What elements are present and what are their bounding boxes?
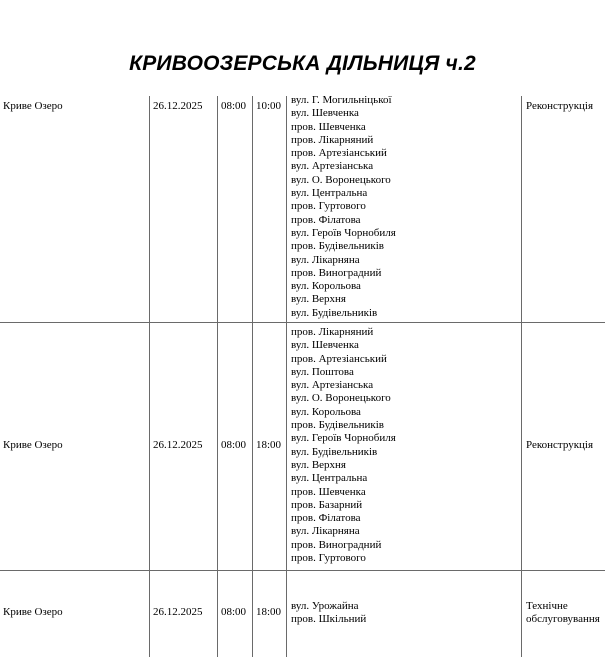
settlement-cell: Криве Озеро (3, 100, 63, 112)
street-list (291, 326, 396, 565)
street-item: пров. Шкільний (291, 613, 367, 626)
street-item: вул. Будівельників (291, 306, 378, 319)
column-divider (521, 96, 522, 657)
date-cell: 26.12.2025 (153, 606, 203, 618)
street-item: вул. Корольова (291, 405, 361, 418)
street-item: вул. Будівельників (291, 445, 378, 458)
column-divider (252, 96, 253, 657)
street-list (291, 600, 366, 627)
street-item: вул. Шевченка (291, 339, 359, 352)
row-divider (0, 322, 605, 323)
column-divider (286, 96, 287, 657)
street-item: вул. О. Воронецького (291, 392, 391, 405)
street-item: вул. Центральна (291, 472, 368, 485)
end-time-cell: 18:00 (256, 606, 282, 618)
end-time-cell: 18:00 (256, 439, 282, 451)
start-time-cell: 08:00 (221, 439, 247, 451)
street-item: вул. Героїв Чорнобиля (291, 432, 396, 445)
street-item: пров. Базарний (291, 498, 363, 511)
street-item: пров. Лікарняний (291, 133, 374, 146)
street-item: пров. Шевченка (291, 120, 366, 133)
street-item: вул. Артезіанська (291, 379, 374, 392)
street-item: вул. О. Воронецького (291, 173, 391, 186)
street-item: пров. Будівельників (291, 419, 384, 432)
street-item: пров. Гуртового (291, 200, 366, 213)
street-item: пров. Лікарняний (291, 326, 374, 338)
street-item: вул. Шевченка (291, 107, 359, 120)
street-item: вул. Центральна (291, 187, 368, 200)
street-item: пров. Артезіанський (291, 352, 387, 365)
settlement-cell: Криве Озеро (3, 439, 63, 451)
street-item: вул. Г. Могильніцької (291, 94, 392, 106)
start-time-cell: 08:00 (221, 100, 247, 112)
reason-cell: Реконструкція (526, 100, 594, 112)
start-time-cell: 08:00 (221, 606, 247, 618)
column-divider (149, 96, 150, 657)
street-item: пров. Гуртового (291, 552, 366, 565)
date-cell: 26.12.2025 (153, 439, 203, 451)
row-divider (0, 570, 605, 571)
street-item: вул. Героїв Чорнобиля (291, 226, 396, 239)
street-item: пров. Артезіанський (291, 147, 387, 160)
street-item: вул. Корольова (291, 280, 361, 293)
street-item: пров. Шевченка (291, 485, 366, 498)
reason-cell-line2: обслуговування (526, 613, 600, 625)
street-item: вул. Лікарняна (291, 253, 360, 266)
street-item: вул. Верхня (291, 293, 346, 306)
settlement-cell: Криве Озеро (3, 606, 63, 618)
street-item: пров. Виноградний (291, 538, 382, 551)
street-item: вул. Лікарняна (291, 525, 360, 538)
street-item: вул. Верхня (291, 458, 346, 471)
street-item: пров. Філатова (291, 512, 361, 525)
street-item: пров. Будівельників (291, 240, 384, 253)
street-item: пров. Виноградний (291, 266, 382, 279)
date-cell: 26.12.2025 (153, 100, 203, 112)
column-divider (217, 96, 218, 657)
page-title: КРИВООЗЕРСЬКА ДІЛЬНИЦЯ ч.2 (129, 52, 476, 75)
street-list (291, 94, 396, 320)
street-item: пров. Філатова (291, 213, 361, 226)
reason-cell-line1: Технічне (526, 600, 568, 612)
end-time-cell: 10:00 (256, 100, 282, 112)
street-item: вул. Артезіанська (291, 160, 374, 173)
street-item: вул. Поштова (291, 365, 354, 378)
street-item: вул. Урожайна (291, 600, 359, 612)
reason-cell: Реконструкція (526, 439, 594, 451)
